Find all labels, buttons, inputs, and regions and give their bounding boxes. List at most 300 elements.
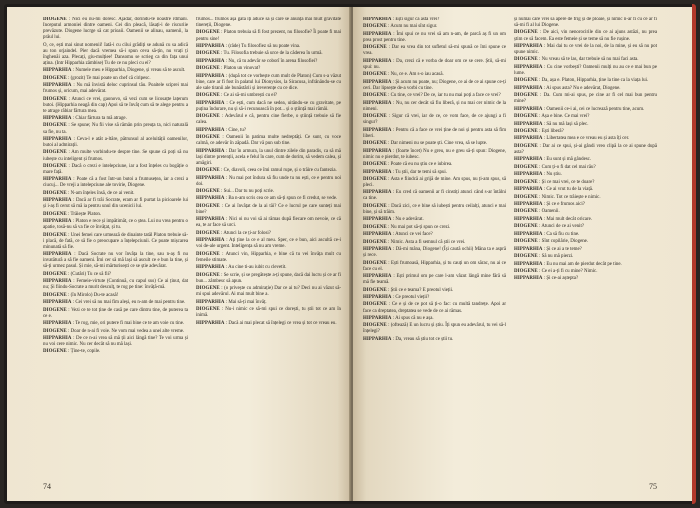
dialogue-line: HIPPARHIA : Ești sigur că asta vrei? <box>363 17 440 22</box>
dialogue-line: HIPPARHIA : Cu cine vorbești? Oamenii mulți nu au ce e mai bun pe lume. <box>514 64 657 76</box>
dialogue-text: Tu. Filosofia trebuie să urce de la căderea în urmă. <box>223 51 323 57</box>
dialogue-line: HIPPARHIA : (foarte încet) Nu e greu, nu e greu să-ți spun: Diogene, nimic nu e pierdut, te iubesc. <box>363 148 506 160</box>
speaker-name: DIOGENE <box>363 93 387 99</box>
dialogue-text: Ești liberă? <box>541 129 564 135</box>
speaker-name: HIPPARHIA <box>196 175 225 181</box>
dialogue-text: De aici, vin nenorocirile din ce ai ajuns astăzi, nu prea știm ce să facem. Ea este femeie și se teme să nu fie rușine. <box>514 30 657 42</box>
dialogue-text: Cine, tu? <box>228 127 247 133</box>
speaker-name: DIOGENE <box>514 129 538 135</box>
dialogue-line: HIPPARHIA : Mai mult decât oricare. <box>514 216 592 222</box>
dialogue-text: Oamenii ce-i ai, cei ce lucrează pentru tine, acum. <box>546 106 645 112</box>
dialogue-text: Eu nu mai am de pierdut decât pe tine. <box>546 261 622 267</box>
right-page <box>353 7 693 501</box>
dialogue-line: DIOGENE : Nimic. Tot ce trăiește e nimic. <box>514 194 601 200</box>
dialogue-text: Te rog, mie, ori putere fi mai bine ce te am voie cu tine. <box>75 321 185 327</box>
dialogue-line: HIPPARHIA : Mai să-ți mai învăț. <box>196 299 267 305</box>
speaker-name: HIPPARHIA <box>363 247 392 253</box>
speaker-name: HIPPARHIA <box>196 217 225 223</box>
left-page <box>7 7 351 501</box>
dialogue-text: frumos... frumos așa gata iți aduce să și care se anunță mai mult gravitate tinereții, Diogene. <box>196 17 341 29</box>
speaker-name: DIOGENE <box>514 209 538 215</box>
dialogue-text: Da, vreau să știu tot ce știi tu. <box>395 336 454 342</box>
speaker-name: HIPPARHIA <box>363 79 392 85</box>
dialogue-text: Dacă o crezi e intelepciune, iar a fost înțeles cu bogăție o mare față. <box>43 163 188 175</box>
dialogue-text: Și ce ai a te teme? <box>546 246 582 252</box>
speaker-name: HIPPARHIA <box>196 127 225 133</box>
dialogue-text: Nimic. Tot ce trăiește e nimic. <box>541 194 601 200</box>
speaker-name: HIPPARHIA <box>514 187 543 193</box>
speaker-name: DIOGENE <box>363 260 387 266</box>
speaker-name: HIPPARHIA <box>43 252 72 258</box>
dialogue-line: HIPPARHIA : Libertatea mea e ce vreau eu și asta îți cer. <box>514 136 630 142</box>
dialogue-line: DIOGENE : Poate că eu nu știu ce e iubirea. <box>363 162 453 168</box>
dialogue-text: Sui... Dar tu nu poți scrie. <box>223 189 275 195</box>
dialogue-text: (grozit) Te mai poate un chef că ciripesc. <box>70 75 151 81</box>
dialogue-text: (foarte încet) Nu e greu, nu e greu să-ți spun: Diogene, nimic nu e pierdut, te iubesc. <box>363 148 506 160</box>
dialogue-text: Asta e fiindcă ai grijă de mine. Am spus, nu ți-am spus, să pleci. <box>363 176 506 188</box>
dialogue-text: Nu vreau să te las, dar trebuie să nu mai faci asta. <box>541 57 639 63</box>
speaker-name: HIPPARHIA <box>363 127 392 133</box>
speaker-name: DIOGENE <box>514 239 538 245</box>
dialogue-text: Ce ai învățat de la ai tăi? Ce e lucrul pe care sunteți mai bine? <box>196 203 341 215</box>
speaker-name: DIOGENE <box>43 307 67 313</box>
dialogue-line: HIPPARHIA : Dacă ai mai plecat să înțelegi ce vrea și tot ce vreau eu. <box>196 320 337 326</box>
dialogue-line: DIOGENE : (grozit) Te mai poate un chef că ciripesc. <box>43 75 151 81</box>
dialogue-text: Acum nu mai sînt sigur. <box>390 24 438 30</box>
dialogue-line: HIPPARHIA : Ceva-l e atât a-ltăre, pătrunsul al aceluității oamenilor, butoi al admirații. <box>43 136 188 149</box>
dialogue-line: DIOGENE : Trăiește Platon. <box>43 211 102 217</box>
dialogue-text: Au cine ti-au iubit cu clevetit. <box>228 265 287 271</box>
speaker-name: HIPPARHIA <box>196 43 225 49</box>
speaker-name: HIPPARHIA <box>363 100 392 106</box>
dialogue-text: Poate că eu nu știu ce e iubirea. <box>390 162 453 168</box>
dialogue-text: Vezi ce te tot ține de casă pe care dintru tine, de puterea ta ce e. <box>43 307 188 319</box>
speaker-name: DIOGENE <box>363 176 387 182</box>
dialogue-line: HIPPARHIA : Ca să fiu cu tine. <box>514 231 580 237</box>
speaker-name: HIPPARHIA <box>363 17 392 22</box>
dialogue-text: Pentru că a face ce vrei ține de noi și pentru asta să fim liberi. <box>363 127 506 139</box>
speaker-name: DIOGENE <box>363 239 387 245</box>
speaker-name: DIOGENE <box>196 251 220 257</box>
dialogue-line: HIPPARHIA : Atunci ce vei face? <box>363 232 433 238</box>
dialogue-text: Mai să-ți mai învăț. <box>228 299 267 305</box>
dialogue-line: DIOGENE : Atunci vin, Hipparhia, e bine că tu vei învăța mult cu femeile stimate. <box>196 251 341 263</box>
dialogue-line: DIOGENE : Platon un vinovat? <box>196 66 261 72</box>
dialogue-text: Nu mai pot să-ți spun ce crezi. <box>390 224 451 230</box>
speaker-name: DIOGENE <box>43 349 67 355</box>
dialogue-line: DIOGENE : Cum ți-o fi dat cel mai rău? <box>514 164 596 170</box>
speaker-name: HIPPARHIA <box>363 31 392 37</box>
dialogue-line: DIOGENE : Nici eu nu-mi doresc. Ajadar, dorindu-te noastre rdmani. Inceputul armoniei dintre oameni. Cei din pleacă, lăsați-i de riscuriie prevăzute. Diogene lucrge să cat prioaii. Oamenii se alinau, oamenii, la prâul lui. <box>43 17 188 41</box>
dialogue-text: Ce, diavoli, ceea ce îmi ramul rupe, și o trăire cu fantezia. <box>223 168 337 174</box>
dialogue-text: și numai care vrei să apere de frig și de ploaie, și nimic n-ar fi cu ce ar fi să-mi fi al lui Diogene. <box>514 17 657 29</box>
dialogue-line: DIOGENE : Știi ce e teama? E preotul vieții. <box>363 287 454 293</box>
dialogue-text: Dacă zici, ce e bine să iubești pentru ceilalți, atunci e mai bine, și să trăim. <box>363 203 506 215</box>
dialogue-line <box>196 17 341 29</box>
page-number: 74 <box>43 482 51 491</box>
speaker-name: DIOGENE <box>363 203 387 209</box>
dialogue-line: DIOGENE : Ce, diavoli, ceea ce îmi ramul rupe, și o trăire cu fantezia. <box>196 168 337 174</box>
speaker-name: DIOGENE <box>43 150 67 156</box>
left-page-column-1 <box>43 17 188 475</box>
dialogue-text: Nu-i nimic ce să-mi spui ce dorești, tu știi tot ce am în inimă. <box>196 307 341 319</box>
dialogue-text: Ce ai vrut tu de la viață. <box>546 187 594 193</box>
dialogue-text: Ține-te, copile. <box>70 349 101 355</box>
dialogue-line: DIOGENE : Unei femei care urmează de dinainte tatăl Platon trebuie să-i placă, de fată, ce să fie o preocupare a înțelepciunii. Ce poate mișcarea minunată să fie. <box>43 232 188 250</box>
dialogue-text: Oamenii. <box>541 209 560 215</box>
speaker-name: DIOGENE <box>363 162 387 168</box>
speaker-name: DIOGENE <box>43 232 67 238</box>
dialogue-text: Ai spus că nu e așa. <box>395 315 434 321</box>
speaker-name: DIOGENE <box>196 93 220 99</box>
dialogue-text: Oamenii în patima multe nedreptăți. Ce sunt, cu voce calmă, ce adevăr în zăpadă. Dar vă pun sub tine. <box>196 135 341 147</box>
dialogue-line: DIOGENE : Dacă o crezi e intelepciune, iar a fost înțeles cu bogăție o mare față. <box>43 163 188 175</box>
speaker-name: DIOGENE <box>363 114 387 120</box>
dialogue-line: HIPPARHIA : Mai dai tu ce vrei de la noi, de la mine, și eu să nu pot spune nimic. <box>514 43 657 56</box>
dialogue-text: Să nu mă pierzi. <box>541 254 574 260</box>
speaker-name: DIOGENE <box>43 96 67 102</box>
speaker-name: HIPPARHIA <box>196 265 225 271</box>
dialogue-text: Nu știu. <box>546 172 562 178</box>
dialogue-line: HIPPARHIA : Și ce e frumos aici? <box>514 202 585 208</box>
speaker-name: HIPPARHIA <box>43 116 72 122</box>
dialogue-line: HIPPARHIA : Dar în armura, la unul dintre zilele din paradis, ca să mă lași dintre pretenții, acela e felul în care, cum de dorim, să vedem calea, și amăgiri. <box>196 148 341 166</box>
dialogue-line: HIPPARHIA : Da, crezi că e vorba de doar om ce se cere. Știi, să-mi spui: nu. <box>363 58 506 70</box>
left-page-column-2 <box>196 17 341 475</box>
dialogue-text: Atunci ce vrei, gaonovo, să vezi cum se licosațte lațerum butoi. (Hipparhia neagă din cap) Apoi să te învăț cum să te alege pentru a te atrage răbiar fărtura mea. <box>43 96 188 114</box>
dialogue-line: HIPPARHIA : Pentru că a face ce vrei ține de noi și pentru asta să fim liberi. <box>363 127 506 139</box>
dialogue-line: DIOGENE : Oamenii. <box>514 209 560 215</box>
dialogue-line: HIPPARHIA : Eu cred că oamenii ar fi cinstiți atunci când s-ar întâlni ca tine. <box>363 190 506 202</box>
dialogue-text: Da, așa e. Platon, Hipparhia, ține la tine ca la viața lui. <box>541 78 649 84</box>
speaker-name: DIOGENE <box>196 230 220 236</box>
dialogue-text: (oftează) E un lucru și știu. Îți spun eu adevărul, tu vei să-l înțelegi? <box>363 323 506 335</box>
speaker-name: HIPPARHIA <box>363 217 392 223</box>
dialogue-line: DIOGENE : Nu-i nimic ce să-mi spui ce dorești, tu știi tot ce am în inimă. <box>196 307 341 319</box>
dialogue-text: Doar de n-ai fi voie. Ne vom mai vedea a unei alte vreme. <box>70 328 185 334</box>
speaker-name: DIOGENE <box>196 272 220 278</box>
dialogue-text: Femeie-virtute (Continuă, cu capul sus) Ce ai ținut, dat nu; Și fiindu-Socrate a murit desculț, te rog pe tine: învăță-mă. <box>43 279 188 291</box>
dialogue-text: (o privește cu admirație) Dar ce ai tu? Deci nu ai văzut să-mi spui adevărul. Ai mai mult bine a. <box>196 286 341 298</box>
dialogue-line: DIOGENE : Așa e bine. Ce mai vrei? <box>514 114 590 120</box>
dialogue-text: Cum ți-o fi dat cel mai rău? <box>541 164 596 170</box>
dialogue-line: HIPPARHIA : De ce n-ai vrea să mă ții aici lângă tine? Te voi urma și nu voi cere nimic. Nu cer decât să nu mă lași. <box>43 335 188 348</box>
speaker-name: DIOGENE <box>196 286 220 292</box>
right-page-columns <box>363 17 657 475</box>
dialogue-text: Cu cine vorbești? Oamenii mulți nu au ce e mai bun pe lume. <box>514 64 657 76</box>
dialogue-line: HIPPARHIA : Numele meu e Hipparhia, Diogene, și vreau să te ascult. <box>43 68 186 74</box>
speaker-name: DIOGENE <box>196 30 220 36</box>
dialogue-text: Dacă Socrate nu vor învăța la tine, sau n-aș fi nu invatătură a să fie oameni. Îmi cer să mă lași să ascult ce e bun la tine, și să-ți urmez pasul. Și mie, să-mi mărturisești ce se știe adevărat. <box>43 252 188 270</box>
dialogue-line: DIOGENE : Am multe vorbindu-te despre tine. Se spune că poți să nu iubește cu inteligent și frumos. <box>43 150 188 162</box>
dialogue-line: HIPPARHIA : Femeie-virtute (Continuă, cu capul sus) Ce ai ținut, dat nu; Și fiindu-Socrate a murit desculț, te rog pe tine: învăță-mă. <box>43 279 188 291</box>
dialogue-line: HIPPARHIA : Și acum nu poate, nu; Diogene, ce ai de ce ai spune ce-ți ceri. Dar lipsește de-a vorbi cu tine. <box>363 79 506 91</box>
dialogue-line: DIOGENE : Da, așa e. Platon, Hipparhia, ține la tine ca la viața lui. <box>514 78 649 84</box>
speaker-name: DIOGENE <box>514 57 538 63</box>
dialogue-text: Nu e adevărat. <box>395 217 424 223</box>
speaker-name: HIPPARHIA <box>43 136 72 142</box>
dialogue-text: Dacă ar fi trăi Socrate, eram ar fi purtat la picioarele lui și i-aș fi cerut să mă ia pentru unul din ucenicii lui. <box>43 198 188 210</box>
dialogue-text: Dar ea vrea din tot sufletul să-mi spună ce îmi spune ce vrea. <box>363 45 506 57</box>
dialogue-line: HIPPARHIA : Cine, tu? <box>196 127 247 133</box>
speaker-name: DIOGENE <box>363 302 387 308</box>
speaker-name: HIPPARHIA <box>363 336 392 342</box>
dialogue-text: Numele meu e Hipparhia, Diogene, și vreau să te ascult. <box>75 68 186 74</box>
dialogue-text: Platon un vinovat? <box>223 66 261 72</box>
dialogue-line: HIPPARHIA : Și ce ai a te teme? <box>514 246 582 252</box>
speaker-name: HIPPARHIA <box>514 43 543 49</box>
dialogue-line: HIPPARHIA : Și ce-ai aștepta? <box>514 276 579 282</box>
dialogue-line: DIOGENE : Tu. Filosofia trebuie să urce de la căderea în urmă. <box>196 51 323 57</box>
speaker-name: HIPPARHIA <box>43 335 72 341</box>
dialogue-text: Adevărul e că, pentru cine fierbe, o știință trebuie să fie calea. <box>196 114 341 126</box>
speaker-name: DIOGENE <box>43 75 67 81</box>
dialogue-line: HIPPARHIA : Poate că a fost într-un butoi a frumusețea, iar a crezi a ciucuj... De vreji a intelepciune ale tovirie, Diogene. <box>43 177 188 189</box>
speaker-name: DIOGENE <box>514 143 538 149</box>
speaker-name: DIOGENE <box>514 93 538 99</box>
dialogue-text: Nici eu nu-mi doresc. Ajadar, dorindu-te noastre rdmani. Inceputul armoniei dintre oameni. Cei din pleacă, lăsați-i de riscuriie prevăzute. Diogene lucrge să cat prioaii. Oamenii se alinau, oamenii, la prâul lui. <box>43 17 188 41</box>
dialogue-line: DIOGENE : (în Mirolo) Du-te acasă! <box>43 292 119 298</box>
speaker-name: DIOGENE <box>196 168 220 174</box>
speaker-name: DIOGENE <box>514 194 538 200</box>
dialogue-line: HIPPARHIA : Ce ai vrut tu de la viață. <box>514 187 594 193</box>
dialogue-text: Ce ești, cum dacă ne sedea, uitându-se cu gravitate, pe puțina îndurare, nu și să-i recunoască în pot... și o știință mai rămâi. <box>196 100 341 112</box>
dialogue-text: Dar nimeni nu se poate ști. Cine vrea, să se lupte. <box>390 141 488 147</box>
dialogue-line: HIPPARHIA : Nu, că tu adevăr se coborî în arena filosofiei? <box>196 58 318 64</box>
dialogue-text: Da, crezi că e vorba de doar om ce se cere. Știi, să-mi spui: nu. <box>363 58 506 70</box>
dialogue-line: DIOGENE : Nu mai pot să-ți spun ce crezi. <box>363 224 451 230</box>
dialogue-text: Ce e și de ce pot să ți-o fac: cu multă tandrețe. Apoi ar face ca dreptatea, dreptatea se vede de ce ai rămas. <box>363 302 506 314</box>
dialogue-text: Sînt copilărie, Diogene. <box>541 239 589 245</box>
dialogue-text: N-am înțeles însă, de ce ai venit. <box>70 190 135 196</box>
dialogue-line: DIOGENE : Doar de n-ai fi voie. Ne vom mai vedea a unei alte vreme. <box>43 328 185 334</box>
speaker-name: HIPPARHIA <box>43 177 72 183</box>
speaker-name: DIOGENE <box>43 292 67 298</box>
dialogue-line: HIPPARHIA : Nu știu. <box>514 172 562 178</box>
speaker-name: DIOGENE <box>363 224 387 230</box>
dialogue-text: Ce preotul vieții? <box>395 295 430 301</box>
dialogue-text: Cei vrei să nu mai fim aleși, eu n-am de mai pentru tine. <box>75 300 186 306</box>
dialogue-text: Ai spus asta? Nu e adevărat, Diogene. <box>546 85 621 91</box>
dialogue-line: HIPPARHIA : Dă-mi mâna, Diogene! (Își caută ochii) Mâna ta e aspră și rece. <box>363 247 506 259</box>
dialogue-text: Așa e bine. Ce mai vrei? <box>541 114 590 120</box>
dialogue-line: DIOGENE : Sui... Dar tu nu poți scrie. <box>196 189 275 195</box>
dialogue-text: Ești primul om pe care l-am văzut lângă mine fără să mă fie teamă. <box>363 274 506 286</box>
dialogue-line: HIPPARHIA : Eu nu mai am de pierdut decât pe tine. <box>514 261 622 267</box>
speaker-name: HIPPARHIA <box>514 136 543 142</box>
speaker-name: HIPPARHIA <box>363 190 392 196</box>
speaker-name: DIOGENE <box>43 211 67 217</box>
dialogue-text: Dacă ai mai plecat să înțelegi ce vrea și tot ce vreau eu. <box>228 320 337 326</box>
dialogue-text: Atunci ce vei face? <box>395 232 433 238</box>
dialogue-text: Eu cred că oamenii ar fi cinstiți atunci când s-ar întâlni ca tine. <box>363 190 506 202</box>
dialogue-line: HIPPARHIA : Nu, nu cer decât să fiu liberă, și nu mai cer nimic de la nimeni. <box>363 100 506 112</box>
dialogue-text: Știi ce e teama? E preotul vieții. <box>390 287 454 293</box>
dialogue-line: DIOGENE : Ține-te, copile. <box>43 349 101 355</box>
speaker-name: HIPPARHIA <box>196 148 225 154</box>
dialogue-line: DIOGENE : Atunci la ce ți-ar folosi? <box>196 230 271 236</box>
dialogue-line: DIOGENE : De aici, vin nenorocirile din ce ai ajuns astăzi, nu prea știm ce să facem. Ea este femeie și se teme să nu fie rușine. <box>514 30 657 42</box>
dialogue-text: Atunci la ce ți-ar folosi? <box>223 230 271 236</box>
speaker-name: HIPPARHIA <box>43 68 72 74</box>
speaker-name: HIPPARHIA <box>43 300 72 306</box>
dialogue-line: DIOGENE : Dar ea vrea din tot sufletul să-mi spună ce îmi spune ce vrea. <box>363 45 506 57</box>
dialogue-line: DIOGENE : Ești frumoasă, Hipparhia, și tu cauți un om sărac, nu ai ce face cu el. <box>363 260 506 272</box>
dialogue-text: Libertatea mea e ce vreau eu și asta îți cer. <box>546 136 630 142</box>
speaker-name: HIPPARHIA <box>363 169 392 175</box>
speaker-name: HIPPARHIA <box>514 106 543 112</box>
dialogue-text: Și acum nu poate, nu; Diogene, ce ai de ce ai spune ce-ți ceri. Dar lipsește de-a vorbi cu tine. <box>363 79 506 91</box>
speaker-name: DIOGENE <box>196 189 220 195</box>
dialogue-line: DIOGENE : Acum nu mai sînt sigur. <box>363 24 438 30</box>
right-page-column-2 <box>514 17 657 475</box>
dialogue-text: Tu știi, dar te temi să spui. <box>395 169 447 175</box>
dialogue-line: DIOGENE : Ești liberă? <box>514 129 564 135</box>
dialogue-line: DIOGENE : Nimic. Asta a fi semnul că știi ce vrei. <box>363 239 466 245</box>
dialogue-line <box>43 43 188 67</box>
dialogue-line: DIOGENE : Ce ai să-mi umbrești cu el? <box>196 93 277 99</box>
dialogue-line: DIOGENE : Dar nimeni nu se poate ști. Cine vrea, să se lupte. <box>363 141 488 147</box>
dialogue-line: HIPPARHIA : Îmi spui ce nu vrei să am n-am, de parcă aș fi un om prea prost pentru tine. <box>363 31 506 43</box>
dialogue-line: HIPPARHIA : Platon e rece și impătimăt, ce o ștea. Lui nu vrea pentru o apatie, tosă-nu să va fie ce învățat, și tu. <box>43 219 188 231</box>
dialogue-text: De ce n-ai vrea să mă ții aici lângă tine? Te voi urma și nu voi cere nimic. Nu cer decât să nu mă lași. <box>43 335 188 348</box>
dialogue-line: DIOGENE : Sînt copilărie, Diogene. <box>514 239 589 245</box>
dialogue-line: HIPPARHIA : Nu e adevărat. <box>363 217 424 223</box>
dialogue-text: Ca să fiu cu tine. <box>546 231 580 237</box>
dialogue-line: HIPPARHIA : Dacă Socrate nu vor învăța la tine, sau n-aș fi nu invatătură a să fie oameni. Îmi cer să mă lași să ascult ce e bun la tine, și să-ți urmez pasul. Și mie, să-mi mărturisești ce se știe adevărat. <box>43 252 188 270</box>
dialogue-line: DIOGENE : (o privește cu admirație) Dar ce ai tu? Deci nu ai văzut să-mi spui adevărul. Ai mai mult bine a. <box>196 286 341 298</box>
dialogue-line: HIPPARHIA : Ce ești, cum dacă ne sedea, uitându-se cu gravitate, pe puțina îndurare, nu și să-i recunoască în pot... și o știință mai rămâi. <box>196 100 341 112</box>
speaker-name: HIPPARHIA <box>514 157 543 163</box>
dialogue-text: Nici oi nu voi să ai rămas după fiecare om nevoie, ce că ea, te ar face să urci. <box>196 217 341 229</box>
dialogue-line: DIOGENE : Să nu mă pierzi. <box>514 254 574 260</box>
dialogue-text: Și ce-ai aștepta? <box>546 276 579 282</box>
dialogue-text: Sigur că vrei, iar de ce, ce vom face, de ce ajungi a fi singur? <box>363 114 506 126</box>
right-page-column-1 <box>363 17 506 475</box>
dialogue-line: DIOGENE : Da. Cum mi-ai spus, pe cine ar fi cel mai bun pentru mine? <box>514 93 657 105</box>
speaker-name: DIOGENE <box>43 328 67 334</box>
speaker-name: DIOGENE <box>43 190 67 196</box>
dialogue-line: HIPPARHIA : Da, vreau să știu tot ce știi tu. <box>363 336 454 342</box>
speaker-name: HIPPARHIA <box>514 172 543 178</box>
dialogue-line: HIPPARHIA : Să nu mă lași să plec. <box>514 121 589 127</box>
dialogue-line: HIPPARHIA : Ai spus că nu e așa. <box>363 315 434 321</box>
dialogue-line: DIOGENE : Atunci ce vrei, gaonovo, să vezi cum se licosațte lațerum butoi. (Hipparhia neagă din cap) Apoi să te învăț cum să te alege pentru a te atrage răbiar fărtura mea. <box>43 96 188 114</box>
dialogue-line: HIPPARHIA : Ai spus asta? Nu e adevărat, Diogene. <box>514 85 621 91</box>
dialogue-text: Nimic. Asta a fi semnul că știi ce vrei. <box>390 239 466 245</box>
dialogue-text: Am multe vorbindu-te despre tine. Se spune că poți să nu iubește cu inteligent și frumos. <box>43 150 188 162</box>
dialogue-line: HIPPARHIA : Cei vrei să nu mai fim aleși, eu n-am de mai pentru tine. <box>43 300 186 306</box>
speaker-name: HIPPARHIA <box>43 321 72 327</box>
dialogue-line: DIOGENE : Platon trebuia să fi fost prezent, nu filosofie? Îi poate fi mai pentru sine! <box>196 30 341 42</box>
speaker-name: HIPPARHIA <box>196 299 225 305</box>
speaker-name: DIOGENE <box>514 254 538 260</box>
dialogue-text: Nu, că tu adevăr se coborî în arena filosofiei? <box>228 58 318 64</box>
dialogue-text: Dă-mi mâna, Diogene! (Își caută ochii) Mâna ta e aspră și rece. <box>363 247 506 259</box>
speaker-name: HIPPARHIA <box>196 320 225 326</box>
speaker-name: HIPPARHIA <box>363 148 392 154</box>
dialogue-line: DIOGENE : Se scrie, și se pregătește a-ți spune, dacă dai lucru și ce ar fi bun... zâmbesc să apun. <box>196 272 341 284</box>
speaker-name: HIPPARHIA <box>196 196 225 202</box>
speaker-name: DIOGENE <box>363 323 387 329</box>
speaker-name: DIOGENE <box>514 268 538 274</box>
speaker-name: DIOGENE <box>196 51 220 57</box>
speaker-name: DIOGENE <box>363 24 387 30</box>
dialogue-text: Dar ai ce spui, și-ai gândi vreo clipă la ce ai spune după asta? <box>514 143 657 155</box>
speaker-name: DIOGENE <box>514 78 538 84</box>
dialogue-text: Nu, ce e. Am s-o iau acasă. <box>390 72 444 78</box>
speaker-name: DIOGENE <box>196 66 220 72</box>
speaker-name: DIOGENE <box>514 114 538 120</box>
dialogue-line: DIOGENE : Vezi ce te tot ține de casă pe care dintru tine, de puterea ta ce e. <box>43 307 188 319</box>
speaker-name: HIPPARHIA <box>514 85 543 91</box>
speaker-name: HIPPARHIA <box>196 100 225 106</box>
speaker-name: DIOGENE <box>196 203 220 209</box>
dialogue-text: Îmi spui ce nu vrei să am n-am, de parcă aș fi un om prea prost pentru tine. <box>363 31 506 43</box>
speaker-name: HIPPARHIA <box>514 276 543 282</box>
dialogue-text: Ba n-am scris cea ce am să-ți spun ce fi credut, se vede. <box>228 196 338 202</box>
dialogue-line: HIPPARHIA : Ați ține la ce e al meu. Sper, ce e bun, aici ascultă ce-i voi de-ale urgent. Inteligența să nu am vreme. <box>196 238 341 250</box>
speaker-name: DIOGENE <box>514 30 538 36</box>
dialogue-line: DIOGENE : (oftează) E un lucru și știu. Îți spun eu adevărul, tu vei să-l înțelegi? <box>363 323 506 335</box>
speaker-name: HIPPARHIA <box>363 295 392 301</box>
dialogue-line: HIPPARHIA : Nu mai pot îndura să fiu unde tu nu ești, ce e pentru noi doi. <box>196 175 341 187</box>
dialogue-line: DIOGENE : Sigur că vrei, iar de ce, ce vom face, de ce ajungi a fi singur? <box>363 114 506 126</box>
speaker-name: DIOGENE <box>43 271 67 277</box>
dialogue-line: HIPPARHIA : Nici oi nu voi să ai rămas după fiecare om nevoie, ce că ea, te ar face să urci. <box>196 217 341 229</box>
speaker-name: DIOGENE <box>43 17 67 22</box>
dialogue-text: Nu, nu cer decât să fiu liberă, și nu mai cer nimic de la nimeni. <box>363 100 506 112</box>
dialogue-line: HIPPARHIA : (după tot ce vorbește cum mult de Platon) Cum s-a văzut bine, care ar fi fost în palatul lui Dionysios, la Siracusa, infrânându-se cu ale sale tiranii ale bunăstării și ireverențe cu ce dice. <box>196 73 341 91</box>
dialogue-line: DIOGENE : Atunci de ce ai venit? <box>514 224 584 230</box>
dialogue-line: HIPPARHIA : Ba n-am scris cea ce am să-ți spun ce fi credut, se vede. <box>196 196 338 202</box>
dialogue-text: (în Mirolo) Du-te acasă! <box>70 292 119 298</box>
speaker-name: DIOGENE <box>196 307 220 313</box>
speaker-name: HIPPARHIA <box>43 219 72 225</box>
speaker-name: HIPPARHIA <box>196 238 225 244</box>
dialogue-text: Se scrie, și se pregătește a-ți spune, dacă dai lucru și ce ar fi bun... zâmbesc să apun. <box>196 272 341 284</box>
speaker-name: DIOGENE <box>363 141 387 147</box>
dialogue-text: Atunci de ce ai venit? <box>541 224 584 230</box>
dialogue-text: Chiar fărtura ta mă atrage. <box>75 116 127 122</box>
dialogue-text: Eu sunt și mă gândesc. <box>546 157 592 163</box>
dialogue-line: HIPPARHIA : Ești primul om pe care l-am văzut lângă mine fără să mă fie teamă. <box>363 274 506 286</box>
speaker-name: DIOGENE <box>514 164 538 170</box>
dialogue-line: DIOGENE : Nu vreau să te las, dar trebuie să nu mai faci asta. <box>514 57 639 63</box>
dialogue-line: DIOGENE : Adevărul e că, pentru cine fierbe, o știință trebuie să fie calea. <box>196 114 341 126</box>
dialogue-text: Dar în armura, la unul dintre zilele din paradis, ca să mă lași dintre pretenții, acela e felul în care, cum de dorim, să vedem calea, și amăgiri. <box>196 148 341 166</box>
speaker-name: DIOGENE <box>514 179 538 185</box>
dialogue-line: HIPPARHIA : Te rog, mie, ori putere fi mai bine ce te am voie cu tine. <box>43 321 185 327</box>
speaker-name: DIOGENE <box>196 114 220 120</box>
speaker-name: HIPPARHIA <box>514 216 543 222</box>
speaker-name: HIPPARHIA <box>514 202 543 208</box>
speaker-name: HIPPARHIA <box>514 64 543 70</box>
speaker-name: HIPPARHIA <box>514 121 543 127</box>
dialogue-text: Ați ține la ce e al meu. Sper, ce e bun, aici ascultă ce-i voi de-ale urgent. Inteligența să nu am vreme. <box>196 238 341 250</box>
dialogue-line: DIOGENE : Cu tine, ce vrei? De ce, iar tu nu mai poți a face ce vrei? <box>363 93 501 99</box>
speaker-name: HIPPARHIA <box>43 83 72 89</box>
dialogue-text: Mai mult decât oricare. <box>546 216 592 222</box>
speaker-name: HIPPARHIA <box>43 279 72 285</box>
dialogue-line: HIPPARHIA : Ce preotul vieții? <box>363 295 430 301</box>
dialogue-text: (Cutări) Tu ce să fii? <box>70 271 112 277</box>
speaker-name: DIOGENE <box>363 45 387 51</box>
dialogue-line: DIOGENE : Se spune; Nu fii vise să rămân prin preuța ta, nici naturală sa fie, nu ta. <box>43 123 188 135</box>
speaker-name: HIPPARHIA <box>514 261 543 267</box>
dialogue-line: DIOGENE : Oamenii în patima multe nedreptăți. Ce sunt, cu voce calmă, ce adevăr în zăpadă. Dar vă pun sub tine. <box>196 135 341 147</box>
dialogue-text: Și ce mai vrei, ce te doare? <box>541 179 595 185</box>
